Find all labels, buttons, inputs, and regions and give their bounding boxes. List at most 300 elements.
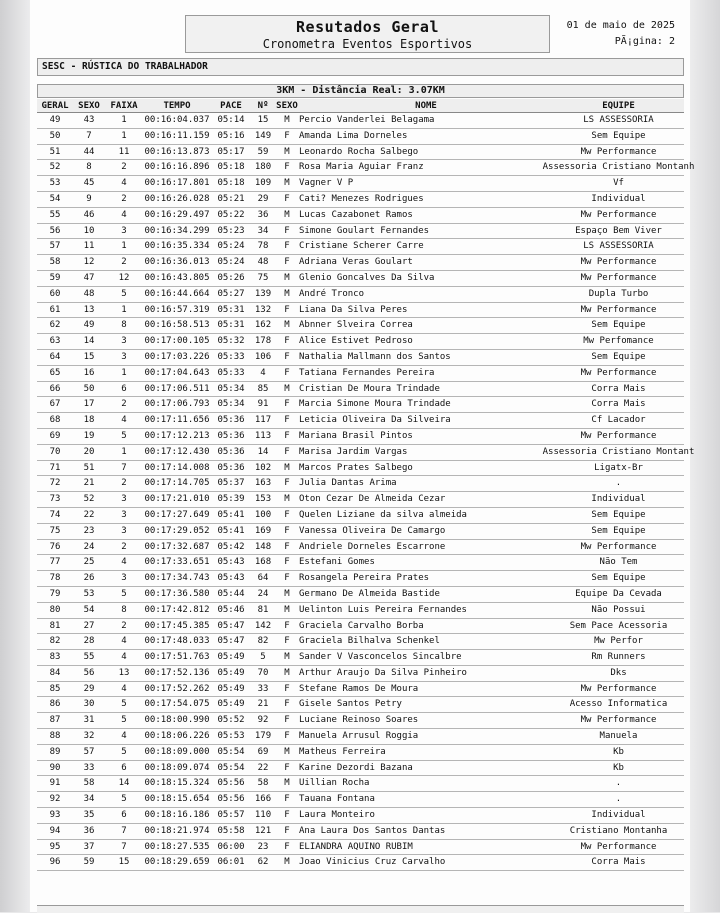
- cell-tempo: 00:16:57.319: [144, 304, 210, 315]
- cell-equipe: Não Tem: [599, 557, 638, 568]
- cell-pace: 05:39: [217, 494, 245, 505]
- cell-sexo: 52: [83, 494, 95, 505]
- cell-sx: F: [284, 636, 290, 647]
- cell-tempo: 00:16:35.334: [144, 241, 210, 252]
- cell-equipe: Corra Mais: [591, 857, 646, 868]
- cell-sexo: 28: [83, 636, 95, 647]
- cell-faixa: 5: [121, 430, 127, 441]
- cell-pace: 05:32: [217, 336, 245, 347]
- cell-geral: 73: [49, 494, 61, 505]
- cell-nome: Gisele Santos Petry: [299, 699, 402, 710]
- cell-pace: 05:36: [217, 430, 245, 441]
- cell-sexo: 10: [83, 225, 95, 236]
- cell-sx: M: [284, 494, 290, 505]
- cell-equipe: Mw Performance: [580, 257, 657, 268]
- table-row: [37, 603, 684, 619]
- cell-nome: Karine Dezordi Bazana: [299, 762, 413, 773]
- col-header-pace: PACE: [220, 101, 242, 111]
- cell-num: 14: [257, 446, 269, 457]
- cell-sx: F: [284, 509, 290, 520]
- cell-geral: 59: [49, 272, 61, 283]
- cell-nome: Manuela Arrusul Roggia: [299, 731, 419, 742]
- table-row: [37, 192, 684, 208]
- cell-geral: 77: [49, 557, 61, 568]
- cell-faixa: 2: [121, 193, 127, 204]
- cell-nome: Luciane Reinoso Soares: [299, 715, 419, 726]
- cell-num: 75: [257, 272, 269, 283]
- cell-sexo: 35: [83, 810, 95, 821]
- cell-equipe: Espaço Bem Viver: [575, 225, 662, 236]
- cell-faixa: 3: [121, 525, 127, 536]
- cell-pace: 05:47: [217, 620, 245, 631]
- cell-equipe: Rm Runners: [591, 652, 646, 663]
- cell-nome: Quelen Liziane da silva almeida: [299, 509, 467, 520]
- cell-pace: 05:34: [217, 383, 245, 394]
- cell-geral: 86: [49, 699, 61, 710]
- cell-geral: 83: [49, 652, 61, 663]
- cell-num: 110: [254, 810, 272, 821]
- cell-num: 162: [254, 320, 272, 331]
- cell-tempo: 00:17:42.812: [144, 604, 210, 615]
- cell-faixa: 4: [121, 415, 127, 426]
- cell-geral: 74: [49, 509, 61, 520]
- col-header-tempo: TEMPO: [163, 101, 191, 111]
- cell-num: 102: [254, 462, 272, 473]
- cell-tempo: 00:16:04.037: [144, 115, 210, 125]
- cell-geral: 51: [49, 146, 61, 157]
- cell-faixa: 4: [121, 178, 127, 189]
- cell-faixa: 4: [121, 209, 127, 220]
- cell-sexo: 34: [83, 794, 95, 805]
- cell-nome: Graciela Carvalho Borba: [299, 620, 424, 631]
- cell-geral: 78: [49, 573, 61, 584]
- cell-faixa: 3: [121, 225, 127, 236]
- cell-nome: Graciela Bilhalva Schenkel: [299, 636, 440, 647]
- cell-equipe: Cf Lacador: [591, 415, 646, 426]
- cell-num: 179: [254, 731, 272, 742]
- cell-equipe: Não Possui: [591, 604, 646, 615]
- cell-nome: Ana Laura Dos Santos Dantas: [299, 825, 446, 836]
- table-row: [37, 524, 684, 540]
- cell-faixa: 7: [121, 462, 127, 473]
- cell-num: 117: [254, 415, 272, 426]
- table-row: [37, 571, 684, 587]
- cell-num: 163: [254, 478, 272, 489]
- cell-pace: 05:34: [217, 399, 245, 410]
- cell-geral: 50: [49, 130, 61, 141]
- table-header: [37, 99, 684, 113]
- cell-sexo: 56: [83, 667, 95, 678]
- cell-tempo: 00:17:11.656: [144, 415, 210, 426]
- cell-tempo: 00:16:36.013: [144, 257, 210, 268]
- cell-sexo: 20: [83, 446, 95, 457]
- cell-faixa: 1: [121, 241, 127, 252]
- cell-geral: 67: [49, 399, 61, 410]
- cell-tempo: 00:17:14.008: [144, 462, 210, 473]
- cell-equipe: Mw Performance: [580, 209, 657, 220]
- cell-num: 142: [254, 620, 272, 631]
- cell-equipe: Mw Performance: [580, 841, 657, 852]
- cell-geral: 87: [49, 715, 61, 726]
- cell-sexo: 55: [83, 652, 95, 663]
- cell-pace: 05:18: [217, 162, 245, 173]
- cell-nome: Germano De Almeida Bastide: [299, 588, 440, 599]
- cell-sx: F: [284, 304, 290, 315]
- cell-num: 169: [254, 525, 272, 536]
- cell-equipe: Mw Perfor: [594, 636, 643, 647]
- table-row: [37, 713, 684, 729]
- cell-geral: 90: [49, 762, 61, 773]
- cell-tempo: 00:18:15.324: [144, 778, 210, 789]
- cell-sx: F: [284, 557, 290, 568]
- cell-sexo: 7: [86, 130, 92, 141]
- cell-faixa: 13: [118, 667, 130, 678]
- cell-tempo: 00:17:33.651: [144, 557, 210, 568]
- cell-equipe: Sem Pace Acessoria: [569, 620, 668, 631]
- cell-sx: F: [284, 762, 290, 773]
- cell-equipe: Acesso Informatica: [569, 699, 668, 710]
- cell-tempo: 00:17:48.033: [144, 636, 210, 647]
- cell-faixa: 3: [121, 351, 127, 362]
- cell-equipe: Manuela: [599, 731, 638, 742]
- cell-pace: 05:31: [217, 320, 245, 331]
- cell-sexo: 21: [83, 478, 95, 489]
- cell-equipe: Corra Mais: [591, 399, 646, 410]
- table-row: [37, 476, 684, 492]
- cell-nome: Glenio Goncalves Da Silva: [299, 272, 435, 283]
- table-row: [37, 461, 684, 477]
- cell-num: 62: [257, 857, 269, 868]
- cell-pace: 05:44: [217, 588, 245, 599]
- table-row: [37, 366, 684, 382]
- table-row: [37, 587, 684, 603]
- cell-geral: 62: [49, 320, 61, 331]
- cell-nome: Mariana Brasil Pintos: [299, 430, 413, 441]
- cell-equipe: Corra Mais: [591, 383, 646, 394]
- cell-tempo: 00:18:06.226: [144, 731, 210, 742]
- col-header-equipe: EQUIPE: [602, 101, 635, 111]
- cell-pace: 05:41: [217, 509, 245, 520]
- table-row: [37, 666, 684, 682]
- cell-faixa: 2: [121, 478, 127, 489]
- cell-pace: 05:31: [217, 304, 245, 315]
- cell-nome: Adriana Veras Goulart: [299, 257, 413, 268]
- cell-geral: 88: [49, 731, 61, 742]
- table-row: [37, 855, 684, 871]
- cell-sexo: 53: [83, 588, 95, 599]
- cell-faixa: 6: [121, 810, 127, 821]
- cell-sexo: 30: [83, 699, 95, 710]
- cell-num: 22: [257, 762, 269, 773]
- cell-nome: Uillian Rocha: [299, 778, 370, 789]
- cell-num: 121: [254, 825, 272, 836]
- cell-equipe: .: [615, 794, 622, 805]
- cell-tempo: 00:16:16.896: [144, 162, 210, 173]
- cell-sexo: 45: [83, 178, 95, 189]
- table-row: [37, 682, 684, 698]
- cell-faixa: 5: [121, 288, 127, 299]
- cell-geral: 55: [49, 209, 61, 220]
- col-header-geral: GERAL: [41, 101, 69, 111]
- cell-geral: 91: [49, 778, 61, 789]
- cell-sx: F: [284, 731, 290, 742]
- cell-nome: Rosa Maria Aguiar Franz: [299, 162, 424, 173]
- cell-sx: M: [284, 746, 290, 757]
- cell-nome: Arthur Araujo Da Silva Pinheiro: [299, 667, 467, 678]
- cell-geral: 54: [49, 193, 61, 204]
- cell-sx: M: [284, 146, 290, 157]
- cell-nome: ELIANDRA AQUINO RUBIM: [299, 841, 413, 852]
- cell-geral: 82: [49, 636, 61, 647]
- cell-faixa: 3: [121, 573, 127, 584]
- table-row: [37, 508, 684, 524]
- cell-faixa: 5: [121, 794, 127, 805]
- cell-faixa: 1: [121, 130, 127, 141]
- cell-sexo: 12: [83, 257, 95, 268]
- table-row: [37, 445, 695, 461]
- cell-sx: M: [284, 178, 290, 189]
- cell-equipe: Mw Performance: [580, 430, 657, 441]
- cell-tempo: 00:17:21.010: [144, 494, 210, 505]
- cell-pace: 05:52: [217, 715, 245, 726]
- cell-sx: M: [284, 667, 290, 678]
- cell-num: 48: [257, 257, 269, 268]
- cell-sexo: 11: [83, 241, 95, 252]
- cell-tempo: 00:16:26.028: [144, 193, 210, 204]
- cell-sexo: 18: [83, 415, 95, 426]
- cell-equipe: Mw Performance: [580, 304, 657, 315]
- cell-sx: F: [284, 415, 290, 426]
- cell-sexo: 23: [83, 525, 95, 536]
- cell-nome: Julia Dantas Arima: [299, 478, 397, 489]
- cell-tempo: 00:18:15.654: [144, 794, 210, 805]
- cell-pace: 05:21: [217, 193, 245, 204]
- cell-num: 81: [257, 604, 269, 615]
- cell-tempo: 00:17:06.793: [144, 399, 210, 410]
- cell-tempo: 00:17:12.213: [144, 430, 210, 441]
- cell-pace: 05:36: [217, 446, 245, 457]
- cell-faixa: 4: [121, 636, 127, 647]
- table-row: [37, 145, 684, 161]
- cell-nome: Rosangela Pereira Prates: [299, 573, 430, 584]
- table-row: [37, 650, 684, 666]
- cell-tempo: 00:17:14.705: [144, 478, 210, 489]
- cell-faixa: 8: [121, 604, 127, 615]
- cell-tempo: 00:17:51.763: [144, 652, 210, 663]
- cell-num: 70: [257, 667, 269, 678]
- cell-nome: Marcia Simone Moura Trindade: [299, 399, 451, 410]
- cell-faixa: 4: [121, 731, 127, 742]
- cell-num: 100: [254, 509, 272, 520]
- cell-pace: 05:46: [217, 604, 245, 615]
- cell-num: 33: [257, 683, 269, 694]
- cell-nome: Sander V Vasconcelos Sincalbre: [299, 652, 462, 663]
- cell-sexo: 14: [83, 336, 95, 347]
- cell-equipe: Dks: [610, 667, 627, 678]
- cell-sx: M: [284, 320, 290, 331]
- table-row: [37, 113, 684, 129]
- cell-num: 24: [257, 588, 269, 599]
- cell-nome: Cristiane Scherer Carre: [299, 241, 424, 252]
- cell-equipe: Assessoria Cristiano Montanh: [542, 162, 695, 173]
- cell-sexo: 57: [83, 746, 95, 757]
- cell-pace: 05:24: [217, 241, 245, 252]
- cell-tempo: 00:16:58.513: [144, 320, 210, 331]
- cell-sexo: 58: [83, 778, 95, 789]
- cell-num: 132: [254, 304, 272, 315]
- cell-sexo: 59: [83, 857, 95, 868]
- cell-tempo: 00:16:13.873: [144, 146, 210, 157]
- cell-sexo: 27: [83, 620, 95, 631]
- col-header-sexo: SEXO: [78, 101, 100, 111]
- cell-num: 139: [254, 288, 272, 299]
- cell-nome: Cristian De Moura Trindade: [299, 383, 440, 394]
- cell-sexo: 26: [83, 573, 95, 584]
- cell-equipe: LS ASSESSORIA: [583, 241, 654, 252]
- cell-pace: 05:49: [217, 683, 245, 694]
- cell-sx: M: [284, 115, 290, 125]
- cell-tempo: 00:18:21.974: [144, 825, 210, 836]
- cell-equipe: Sem Equipe: [591, 320, 646, 331]
- cell-geral: 85: [49, 683, 61, 694]
- cell-pace: 05:14: [217, 115, 245, 125]
- cell-tempo: 00:16:43.805: [144, 272, 210, 283]
- cell-tempo: 00:18:29.659: [144, 857, 210, 868]
- cell-sexo: 50: [83, 383, 95, 394]
- cell-num: 59: [257, 146, 269, 157]
- cell-faixa: 5: [121, 699, 127, 710]
- cell-geral: 70: [49, 446, 61, 457]
- cell-tempo: 00:16:29.497: [144, 209, 210, 220]
- cell-equipe: Mw Performance: [580, 715, 657, 726]
- cell-nome: Alice Estivet Pedroso: [299, 336, 413, 347]
- cell-sx: F: [284, 573, 290, 584]
- table-row: [37, 160, 695, 176]
- cell-nome: Oton Cezar De Almeida Cezar: [299, 494, 446, 505]
- cell-nome: Matheus Ferreira: [299, 746, 386, 757]
- cell-nome: Vanessa Oliveira De Camargo: [299, 525, 446, 536]
- cell-pace: 05:53: [217, 731, 245, 742]
- cell-nome: Tauana Fontana: [299, 794, 375, 805]
- cell-nome: Leonardo Rocha Salbego: [299, 146, 419, 157]
- cell-equipe: LS ASSESSORIA: [583, 115, 654, 125]
- cell-num: 166: [254, 794, 272, 805]
- cell-nome: Marcos Prates Salbego: [299, 462, 413, 473]
- cell-equipe: Kb: [613, 762, 624, 773]
- col-header-sexo-2: SEXO: [276, 101, 298, 111]
- cell-sx: F: [284, 430, 290, 441]
- cell-faixa: 6: [121, 383, 127, 394]
- cell-sx: F: [284, 525, 290, 536]
- table-row: [37, 808, 684, 824]
- table-row: [37, 729, 684, 745]
- cell-pace: 05:49: [217, 699, 245, 710]
- cell-equipe: Mw Performance: [580, 541, 657, 552]
- cell-geral: 61: [49, 304, 61, 315]
- cell-nome: Simone Goulart Fernandes: [299, 225, 430, 236]
- cell-geral: 60: [49, 288, 61, 299]
- cell-geral: 81: [49, 620, 61, 631]
- table-row: [37, 555, 684, 571]
- cell-sx: M: [284, 209, 290, 220]
- distance-heading: 3KM - Distância Real: 3.07KM: [37, 84, 684, 98]
- cell-faixa: 4: [121, 652, 127, 663]
- report-title: Resutados Geral: [296, 18, 439, 36]
- cell-nome: Uelinton Luis Pereira Fernandes: [299, 604, 467, 615]
- cell-nome: Marisa Jardim Vargas: [299, 446, 408, 457]
- cell-tempo: 00:18:27.535: [144, 841, 210, 852]
- cell-equipe: Kb: [613, 746, 624, 757]
- cell-sexo: 36: [83, 825, 95, 836]
- cell-sx: F: [284, 715, 290, 726]
- cell-num: 4: [260, 367, 266, 378]
- cell-pace: 05:33: [217, 367, 245, 378]
- cell-sx: F: [284, 541, 290, 552]
- cell-nome: Lucas Cazabonet Ramos: [299, 209, 413, 220]
- cell-sx: F: [284, 794, 290, 805]
- table-row: [37, 540, 684, 556]
- table-row: [37, 287, 684, 303]
- cell-sexo: 54: [83, 604, 95, 615]
- cell-tempo: 00:17:06.511: [144, 383, 210, 394]
- cell-sexo: 32: [83, 731, 95, 742]
- cell-sexo: 9: [86, 193, 92, 204]
- cell-sx: F: [284, 478, 290, 489]
- cell-geral: 76: [49, 541, 61, 552]
- cell-faixa: 3: [121, 494, 127, 505]
- cell-faixa: 2: [121, 162, 127, 173]
- cell-sx: F: [284, 351, 290, 362]
- cell-faixa: 2: [121, 399, 127, 410]
- table-row: [37, 492, 684, 508]
- cell-equipe: Equipe Da Cevada: [575, 588, 662, 599]
- cell-geral: 52: [49, 162, 61, 173]
- table-row: [37, 176, 684, 192]
- cell-pace: 05:42: [217, 541, 245, 552]
- table-row: [37, 129, 684, 145]
- cell-sexo: 48: [83, 288, 95, 299]
- cell-nome: Liana Da Silva Peres: [299, 304, 408, 315]
- cell-sx: M: [284, 652, 290, 663]
- cell-sexo: 22: [83, 509, 95, 520]
- cell-sx: F: [284, 683, 290, 694]
- cell-num: 168: [254, 557, 272, 568]
- table-row: [37, 208, 684, 224]
- cell-sexo: 51: [83, 462, 95, 473]
- cell-faixa: 1: [121, 446, 127, 457]
- cell-equipe: Mw Performance: [580, 683, 657, 694]
- cell-equipe: Individual: [591, 810, 646, 821]
- table-row: [37, 382, 684, 398]
- cell-nome: Estefani Gomes: [299, 557, 375, 568]
- cell-equipe: Assessoria Cristiano Montant: [542, 446, 695, 457]
- cell-num: 92: [257, 715, 269, 726]
- cell-faixa: 2: [121, 257, 127, 268]
- cell-sx: F: [284, 336, 290, 347]
- cell-pace: 05:36: [217, 415, 245, 426]
- results-table: [37, 99, 695, 871]
- cell-pace: 05:58: [217, 825, 245, 836]
- cell-geral: 65: [49, 367, 61, 378]
- cell-pace: 05:41: [217, 525, 245, 536]
- cell-num: 153: [254, 494, 272, 505]
- cell-sx: F: [284, 399, 290, 410]
- cell-nome: Abnner Slveira Correa: [299, 320, 413, 331]
- event-name: SESC - RÚSTICA DO TRABALHADOR: [37, 58, 684, 76]
- cell-faixa: 15: [118, 857, 130, 868]
- cell-num: 21: [257, 699, 269, 710]
- cell-equipe: Mw Perfomance: [583, 336, 654, 347]
